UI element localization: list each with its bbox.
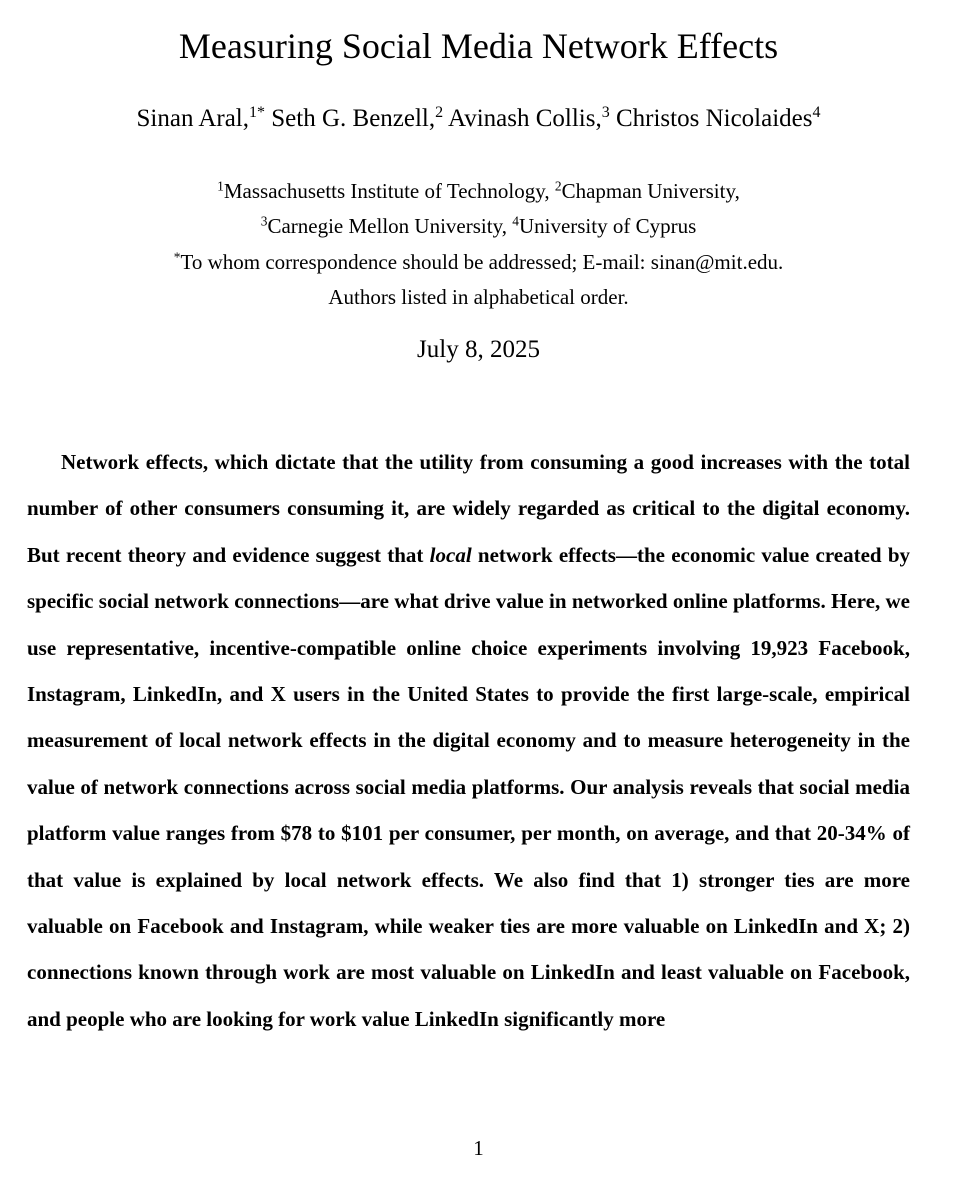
- affiliation-mark: 4: [512, 213, 519, 229]
- correspondence-note: [0, 248, 957, 276]
- author-order-note: Authors listed in alphabetical order.: [328, 285, 629, 309]
- author-name: Christos Nicolaides: [615, 105, 813, 132]
- author-affiliation-mark: 4: [812, 104, 821, 122]
- author-name: Sinan Aral,: [136, 105, 250, 132]
- affiliation-line: [0, 177, 957, 205]
- affiliation-mark: 2: [554, 178, 562, 194]
- affiliation-line: [0, 212, 957, 240]
- correspondence-mark: *: [173, 249, 181, 265]
- affiliation-name: University of Cyprus: [518, 214, 697, 238]
- author-name: Avinash Collis,: [448, 105, 602, 132]
- author-name: Seth G. Benzell,: [271, 105, 436, 132]
- abstract-emphasis: local: [429, 542, 472, 567]
- author-affiliation-mark: 1*: [249, 104, 266, 122]
- abstract: [27, 439, 910, 1042]
- page-number: 1: [473, 1136, 484, 1160]
- abstract-text: Network effects, which dictate that the utility from consuming a good increases with the total number of other consumers consuming it, are widely regarded as critical to the digital economy. But recent theory and evidence suggest that: [27, 450, 910, 567]
- author-affiliation-mark: 2: [435, 104, 444, 122]
- affiliation-name: Chapman University,: [561, 179, 740, 203]
- paper-title: Measuring Social Media Network Effects: [178, 26, 779, 66]
- author-list: [0, 102, 957, 136]
- author-affiliation-mark: 3: [601, 104, 610, 122]
- affiliation-mark: 3: [260, 213, 268, 229]
- affiliation-name: Carnegie Mellon University,: [267, 214, 513, 238]
- correspondence-text: To whom correspondence should be addressed; E-mail: sinan@mit.edu.: [180, 250, 784, 274]
- publication-date: July 8, 2025: [417, 336, 540, 363]
- affiliation-name: Massachusetts Institute of Technology,: [223, 179, 555, 203]
- affiliation-mark: 1: [217, 178, 224, 194]
- abstract-text: network effects—the economic value created by specific social network connections—are what drive value in networked online platforms. Here, we use representative, incentive-compatible online choice experiments involving 19,923 Facebook, Instagram, LinkedIn, and X users in the United States to provide the first large-scale, empirical measurement of local network effects in the digital economy and to measure heterogeneity in the value of network connections across social media platforms. Our analysis reveals that social media platform value ranges from $78 to $101 per consumer, per month, on average, and that 20-34% of that value is explained by local network effects. We also find that 1) stronger ties are more valuable on Facebook and Instagram, while weaker ties are more valuable on LinkedIn and X; 2) connections known through work are most valuable on LinkedIn and least valuable on Facebook, and people who are looking for work value LinkedIn significantly more: [27, 542, 910, 1031]
